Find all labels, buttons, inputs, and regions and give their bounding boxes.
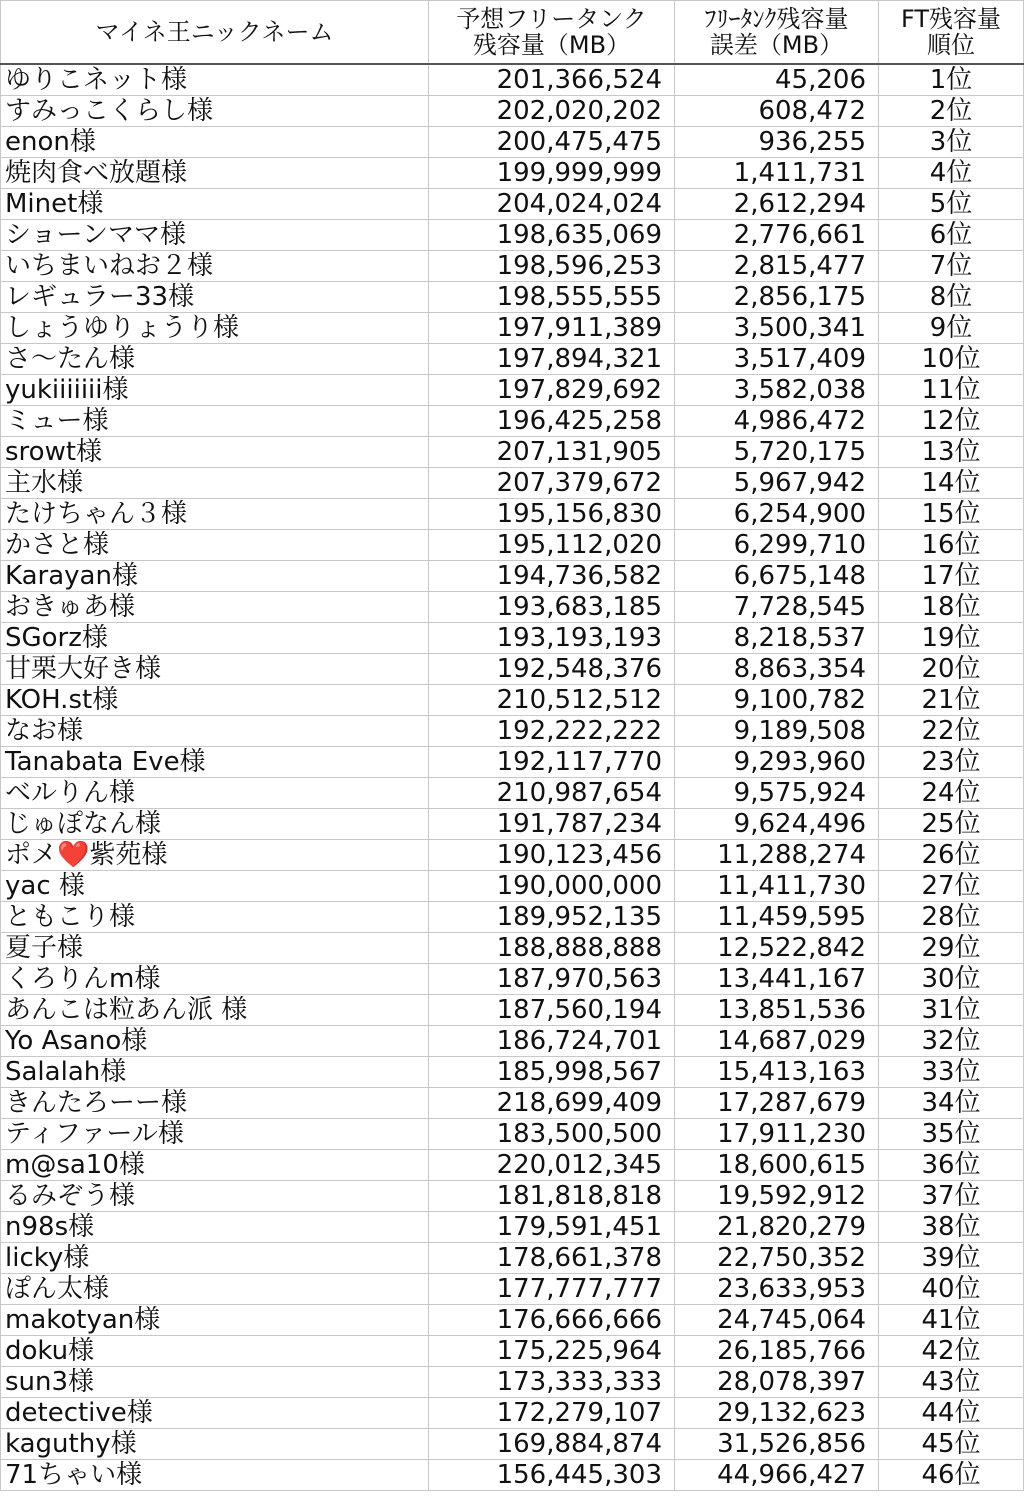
error-cell: 23,633,953 — [675, 1274, 879, 1305]
nickname-cell: KOH.st様 — [1, 685, 429, 716]
table-row — [1, 1181, 1024, 1212]
table-row — [1, 902, 1024, 933]
rank-cell: 20位 — [879, 654, 1024, 685]
predicted-capacity-cell: 201,366,524 — [429, 64, 675, 96]
nickname-cell: るみぞう様 — [1, 1181, 429, 1212]
table-row — [1, 282, 1024, 313]
error-cell: 19,592,912 — [675, 1181, 879, 1212]
predicted-capacity-cell: 199,999,999 — [429, 158, 675, 189]
error-cell: 29,132,623 — [675, 1398, 879, 1429]
predicted-capacity-cell: 187,560,194 — [429, 995, 675, 1026]
rank-cell: 28位 — [879, 902, 1024, 933]
error-cell: 2,612,294 — [675, 189, 879, 220]
nickname-cell: おきゅあ様 — [1, 592, 429, 623]
nickname-cell: Yo Asano様 — [1, 1026, 429, 1057]
predicted-capacity-cell: 218,699,409 — [429, 1088, 675, 1119]
error-cell: 45,206 — [675, 64, 879, 96]
predicted-capacity-cell: 172,279,107 — [429, 1398, 675, 1429]
table-row — [1, 840, 1024, 871]
table-row — [1, 251, 1024, 282]
nickname-cell: 71ちゃい様 — [1, 1460, 429, 1491]
predicted-capacity-cell: 204,024,024 — [429, 189, 675, 220]
nickname-cell: licky様 — [1, 1243, 429, 1274]
nickname-cell: srowt様 — [1, 437, 429, 468]
nickname-cell: いちまいねお２様 — [1, 251, 429, 282]
nickname-cell: ポメ❤️紫苑様 — [1, 840, 429, 871]
predicted-capacity-cell: 192,222,222 — [429, 716, 675, 747]
rank-cell: 43位 — [879, 1367, 1024, 1398]
nickname-cell: Salalah様 — [1, 1057, 429, 1088]
table-row — [1, 530, 1024, 561]
predicted-capacity-cell: 177,777,777 — [429, 1274, 675, 1305]
error-cell: 12,522,842 — [675, 933, 879, 964]
error-cell: 31,526,856 — [675, 1429, 879, 1460]
nickname-cell: n98s様 — [1, 1212, 429, 1243]
nickname-cell: detective様 — [1, 1398, 429, 1429]
error-cell: 936,255 — [675, 127, 879, 158]
table-row — [1, 468, 1024, 499]
rank-cell: 19位 — [879, 623, 1024, 654]
predicted-capacity-cell: 192,548,376 — [429, 654, 675, 685]
nickname-cell: SGorz様 — [1, 623, 429, 654]
predicted-capacity-cell: 183,500,500 — [429, 1119, 675, 1150]
predicted-capacity-cell: 185,998,567 — [429, 1057, 675, 1088]
error-cell: 13,441,167 — [675, 964, 879, 995]
rank-cell: 39位 — [879, 1243, 1024, 1274]
predicted-capacity-cell: 190,123,456 — [429, 840, 675, 871]
predicted-capacity-cell: 193,683,185 — [429, 592, 675, 623]
rank-cell: 13位 — [879, 437, 1024, 468]
rank-cell: 31位 — [879, 995, 1024, 1026]
error-cell: 6,254,900 — [675, 499, 879, 530]
rank-cell: 27位 — [879, 871, 1024, 902]
table-row — [1, 1212, 1024, 1243]
rank-cell: 26位 — [879, 840, 1024, 871]
error-cell: 11,411,730 — [675, 871, 879, 902]
rank-cell: 5位 — [879, 189, 1024, 220]
nickname-cell: あんこは粒あん派 様 — [1, 995, 429, 1026]
error-cell: 4,986,472 — [675, 406, 879, 437]
error-cell: 2,776,661 — [675, 220, 879, 251]
rank-cell: 44位 — [879, 1398, 1024, 1429]
table-row — [1, 1119, 1024, 1150]
predicted-capacity-cell: 197,829,692 — [429, 375, 675, 406]
error-cell: 9,624,496 — [675, 809, 879, 840]
rank-cell: 32位 — [879, 1026, 1024, 1057]
error-cell: 9,293,960 — [675, 747, 879, 778]
nickname-cell: enon様 — [1, 127, 429, 158]
table-row — [1, 1336, 1024, 1367]
table-row — [1, 127, 1024, 158]
predicted-capacity-cell: 195,112,020 — [429, 530, 675, 561]
table-row — [1, 1398, 1024, 1429]
nickname-cell: ティファール様 — [1, 1119, 429, 1150]
table-row — [1, 220, 1024, 251]
rank-cell: 38位 — [879, 1212, 1024, 1243]
table-row — [1, 871, 1024, 902]
predicted-capacity-cell: 210,512,512 — [429, 685, 675, 716]
rank-cell: 4位 — [879, 158, 1024, 189]
predicted-capacity-cell: 178,661,378 — [429, 1243, 675, 1274]
rank-cell: 16位 — [879, 530, 1024, 561]
error-cell: 608,472 — [675, 96, 879, 127]
error-cell: 6,299,710 — [675, 530, 879, 561]
nickname-cell: ともこり様 — [1, 902, 429, 933]
header-row — [1, 1, 1024, 65]
header-predicted-capacity: 予想フリータンク 残容量（MB） — [429, 1, 675, 65]
error-cell: 18,600,615 — [675, 1150, 879, 1181]
rank-cell: 9位 — [879, 313, 1024, 344]
predicted-capacity-cell: 173,333,333 — [429, 1367, 675, 1398]
rank-cell: 8位 — [879, 282, 1024, 313]
nickname-cell: ゆりこネット様 — [1, 64, 429, 96]
predicted-capacity-cell: 181,818,818 — [429, 1181, 675, 1212]
nickname-cell: doku様 — [1, 1336, 429, 1367]
error-cell: 11,288,274 — [675, 840, 879, 871]
predicted-capacity-cell: 202,020,202 — [429, 96, 675, 127]
error-cell: 7,728,545 — [675, 592, 879, 623]
predicted-capacity-cell: 179,591,451 — [429, 1212, 675, 1243]
nickname-cell: ショーンママ様 — [1, 220, 429, 251]
rank-cell: 40位 — [879, 1274, 1024, 1305]
nickname-cell: Karayan様 — [1, 561, 429, 592]
predicted-capacity-cell: 198,635,069 — [429, 220, 675, 251]
error-cell: 8,863,354 — [675, 654, 879, 685]
table-row — [1, 158, 1024, 189]
rank-cell: 14位 — [879, 468, 1024, 499]
header-rank: FT残容量 順位 — [879, 1, 1024, 65]
error-cell: 28,078,397 — [675, 1367, 879, 1398]
error-cell: 24,745,064 — [675, 1305, 879, 1336]
rank-cell: 42位 — [879, 1336, 1024, 1367]
predicted-capacity-cell: 188,888,888 — [429, 933, 675, 964]
nickname-cell: 甘栗大好き様 — [1, 654, 429, 685]
error-cell: 17,287,679 — [675, 1088, 879, 1119]
error-cell: 2,815,477 — [675, 251, 879, 282]
predicted-capacity-cell: 186,724,701 — [429, 1026, 675, 1057]
rank-cell: 23位 — [879, 747, 1024, 778]
rank-cell: 12位 — [879, 406, 1024, 437]
nickname-cell: 焼肉食べ放題様 — [1, 158, 429, 189]
rank-cell: 46位 — [879, 1460, 1024, 1491]
nickname-cell: かさと様 — [1, 530, 429, 561]
predicted-capacity-cell: 191,787,234 — [429, 809, 675, 840]
nickname-cell: 主水様 — [1, 468, 429, 499]
header-nickname: マイネ王ニックネーム — [1, 1, 429, 65]
rank-cell: 18位 — [879, 592, 1024, 623]
error-cell: 22,750,352 — [675, 1243, 879, 1274]
predicted-capacity-cell: 220,012,345 — [429, 1150, 675, 1181]
error-cell: 9,100,782 — [675, 685, 879, 716]
rank-cell: 1位 — [879, 64, 1024, 96]
table-row — [1, 499, 1024, 530]
rank-cell: 21位 — [879, 685, 1024, 716]
error-cell: 3,517,409 — [675, 344, 879, 375]
table-row — [1, 189, 1024, 220]
table-row — [1, 592, 1024, 623]
nickname-cell: さ〜たん様 — [1, 344, 429, 375]
error-cell: 11,459,595 — [675, 902, 879, 933]
predicted-capacity-cell: 198,555,555 — [429, 282, 675, 313]
table-row — [1, 375, 1024, 406]
predicted-capacity-cell: 176,666,666 — [429, 1305, 675, 1336]
table-row — [1, 995, 1024, 1026]
nickname-cell: Minet様 — [1, 189, 429, 220]
error-cell: 5,720,175 — [675, 437, 879, 468]
rank-cell: 11位 — [879, 375, 1024, 406]
nickname-cell: 夏子様 — [1, 933, 429, 964]
predicted-capacity-cell: 207,379,672 — [429, 468, 675, 499]
table-row — [1, 1429, 1024, 1460]
nickname-cell: Tanabata Eve様 — [1, 747, 429, 778]
predicted-capacity-cell: 196,425,258 — [429, 406, 675, 437]
rank-cell: 6位 — [879, 220, 1024, 251]
table-row — [1, 933, 1024, 964]
table-row — [1, 96, 1024, 127]
table-row — [1, 964, 1024, 995]
rank-cell: 29位 — [879, 933, 1024, 964]
nickname-cell: たけちゃん３様 — [1, 499, 429, 530]
table-row — [1, 623, 1024, 654]
table-row — [1, 809, 1024, 840]
error-cell: 14,687,029 — [675, 1026, 879, 1057]
predicted-capacity-cell: 198,596,253 — [429, 251, 675, 282]
rank-cell: 17位 — [879, 561, 1024, 592]
nickname-cell: yac 様 — [1, 871, 429, 902]
error-cell: 13,851,536 — [675, 995, 879, 1026]
nickname-cell: kaguthy様 — [1, 1429, 429, 1460]
table-row — [1, 1088, 1024, 1119]
nickname-cell: なお様 — [1, 716, 429, 747]
rank-cell: 41位 — [879, 1305, 1024, 1336]
predicted-capacity-cell: 193,193,193 — [429, 623, 675, 654]
rank-cell: 45位 — [879, 1429, 1024, 1460]
predicted-capacity-cell: 190,000,000 — [429, 871, 675, 902]
error-cell: 8,218,537 — [675, 623, 879, 654]
nickname-cell: makotyan様 — [1, 1305, 429, 1336]
error-cell: 15,413,163 — [675, 1057, 879, 1088]
predicted-capacity-cell: 207,131,905 — [429, 437, 675, 468]
predicted-capacity-cell: 197,894,321 — [429, 344, 675, 375]
table-row — [1, 561, 1024, 592]
predicted-capacity-cell: 192,117,770 — [429, 747, 675, 778]
error-cell: 9,189,508 — [675, 716, 879, 747]
error-cell: 2,856,175 — [675, 282, 879, 313]
table-row — [1, 313, 1024, 344]
predicted-capacity-cell: 189,952,135 — [429, 902, 675, 933]
rank-cell: 22位 — [879, 716, 1024, 747]
nickname-cell: しょうゆりょうり様 — [1, 313, 429, 344]
rank-cell: 25位 — [879, 809, 1024, 840]
error-cell: 44,966,427 — [675, 1460, 879, 1491]
table-row — [1, 654, 1024, 685]
predicted-capacity-cell: 194,736,582 — [429, 561, 675, 592]
error-cell: 3,582,038 — [675, 375, 879, 406]
table-row — [1, 1057, 1024, 1088]
nickname-cell: ミュー様 — [1, 406, 429, 437]
table-row — [1, 1150, 1024, 1181]
table-row — [1, 437, 1024, 468]
nickname-cell: ベルりん様 — [1, 778, 429, 809]
table-row — [1, 778, 1024, 809]
rank-cell: 30位 — [879, 964, 1024, 995]
table-row — [1, 406, 1024, 437]
error-cell: 17,911,230 — [675, 1119, 879, 1150]
error-cell: 3,500,341 — [675, 313, 879, 344]
table-row — [1, 1305, 1024, 1336]
nickname-cell: m@sa10様 — [1, 1150, 429, 1181]
header-error: ﾌﾘｰﾀﾝｸ残容量 誤差（MB） — [675, 1, 879, 65]
predicted-capacity-cell: 197,911,389 — [429, 313, 675, 344]
rank-cell: 36位 — [879, 1150, 1024, 1181]
predicted-capacity-cell: 187,970,563 — [429, 964, 675, 995]
nickname-cell: じゅぽなん様 — [1, 809, 429, 840]
table-row — [1, 1460, 1024, 1491]
table-row — [1, 1026, 1024, 1057]
rank-cell: 10位 — [879, 344, 1024, 375]
table-row — [1, 344, 1024, 375]
rank-cell: 35位 — [879, 1119, 1024, 1150]
error-cell: 21,820,279 — [675, 1212, 879, 1243]
error-cell: 26,185,766 — [675, 1336, 879, 1367]
table-row — [1, 1274, 1024, 1305]
rank-cell: 24位 — [879, 778, 1024, 809]
predicted-capacity-cell: 169,884,874 — [429, 1429, 675, 1460]
nickname-cell: レギュラー33様 — [1, 282, 429, 313]
nickname-cell: sun3様 — [1, 1367, 429, 1398]
nickname-cell: ぽん太様 — [1, 1274, 429, 1305]
table-row — [1, 716, 1024, 747]
predicted-capacity-cell: 195,156,830 — [429, 499, 675, 530]
rank-cell: 34位 — [879, 1088, 1024, 1119]
predicted-capacity-cell: 210,987,654 — [429, 778, 675, 809]
table-row — [1, 1367, 1024, 1398]
rank-cell: 15位 — [879, 499, 1024, 530]
table-row — [1, 685, 1024, 716]
rank-cell: 33位 — [879, 1057, 1024, 1088]
rank-cell: 2位 — [879, 96, 1024, 127]
nickname-cell: すみっこくらし様 — [1, 96, 429, 127]
table-row — [1, 1243, 1024, 1274]
predicted-capacity-cell: 200,475,475 — [429, 127, 675, 158]
table-row — [1, 747, 1024, 778]
error-cell: 6,675,148 — [675, 561, 879, 592]
rank-cell: 3位 — [879, 127, 1024, 158]
error-cell: 1,411,731 — [675, 158, 879, 189]
error-cell: 5,967,942 — [675, 468, 879, 499]
nickname-cell: yukiiiiiii様 — [1, 375, 429, 406]
predicted-capacity-cell: 156,445,303 — [429, 1460, 675, 1491]
nickname-cell: くろりんm様 — [1, 964, 429, 995]
error-cell: 9,575,924 — [675, 778, 879, 809]
predicted-capacity-cell: 175,225,964 — [429, 1336, 675, 1367]
rank-cell: 37位 — [879, 1181, 1024, 1212]
nickname-cell: きんたろーー様 — [1, 1088, 429, 1119]
rank-cell: 7位 — [879, 251, 1024, 282]
table-row — [1, 64, 1024, 96]
